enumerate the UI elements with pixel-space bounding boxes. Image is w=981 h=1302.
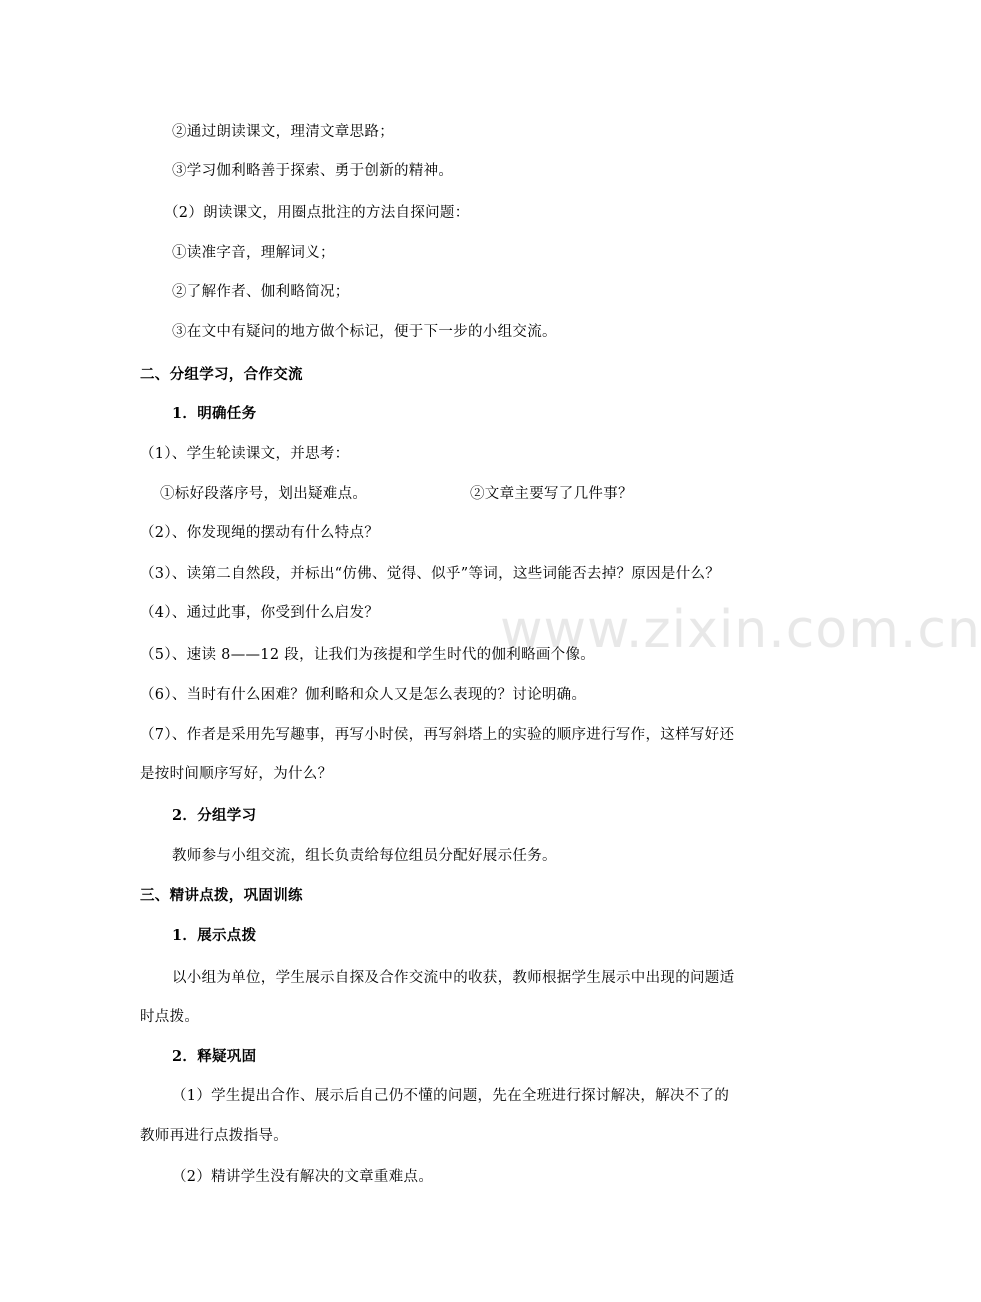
question-4: （4）、通过此事，你受到什么启发？ — [140, 605, 380, 621]
watermark: www.zixin.com.cn — [500, 600, 981, 660]
consolidate-2: （2）精讲学生没有解决的文章重难点。 — [172, 1169, 434, 1185]
consolidate-1: （1）学生提出合作、展示后自己仍不懂的问题，先在全班进行探讨解决，解决不了的 — [172, 1088, 730, 1104]
subheading-display: 1．展示点拨 — [172, 927, 257, 944]
line-read-1: ①读准字音，理解词义； — [172, 245, 335, 261]
question-7-cont: 是按时间顺序写好，为什么？ — [140, 766, 333, 782]
group-text: 教师参与小组交流，组长负责给每位组员分配好展示任务。 — [172, 848, 557, 864]
display-text-cont: 时点拨。 — [140, 1009, 200, 1025]
line-read-aloud: （2）朗读课文，用圈点批注的方法自探问题： — [164, 205, 470, 221]
consolidate-1-cont: 教师再进行点拨指导。 — [140, 1128, 288, 1144]
question-1-a: ①标好段落序号，划出疑难点。 — [160, 486, 368, 502]
subheading-group: 2．分组学习 — [172, 807, 257, 824]
line-goal-2: ②通过朗读课文，理清文章思路； — [172, 124, 394, 140]
subheading-task: 1．明确任务 — [172, 405, 257, 422]
question-6: （6）、当时有什么困难？伽利略和众人又是怎么表现的？讨论明确。 — [140, 687, 587, 703]
line-goal-3: ③学习伽利略善于探索、勇于创新的精神。 — [172, 163, 454, 179]
question-5: （5）、速读 8——12 段，让我们为孩提和学生时代的伽利略画个像。 — [140, 647, 596, 663]
line-read-2: ②了解作者、伽利略简况； — [172, 284, 350, 300]
line-read-3: ③在文中有疑问的地方做个标记，便于下一步的小组交流。 — [172, 324, 557, 340]
subheading-consolidate: 2．释疑巩固 — [172, 1048, 257, 1065]
question-3: （3）、读第二自然段，并标出“仿佛、觉得、似乎”等词，这些词能否去掉？原因是什么？ — [140, 566, 721, 582]
section-heading-3: 三、精讲点拨，巩固训练 — [140, 887, 303, 904]
question-1: （1）、学生轮读课文，并思考： — [140, 446, 350, 462]
question-2: （2）、你发现绳的摆动有什么特点？ — [140, 525, 380, 541]
question-7: （7）、作者是采用先写趣事，再写小时侯，再写斜塔上的实验的顺序进行写作，这样写好还 — [140, 727, 735, 743]
display-text: 以小组为单位，学生展示自探及合作交流中的收获，教师根据学生展示中出现的问题适 — [172, 970, 735, 986]
section-heading-2: 二、分组学习，合作交流 — [140, 366, 303, 383]
question-1-b: ②文章主要写了几件事？ — [470, 486, 633, 502]
